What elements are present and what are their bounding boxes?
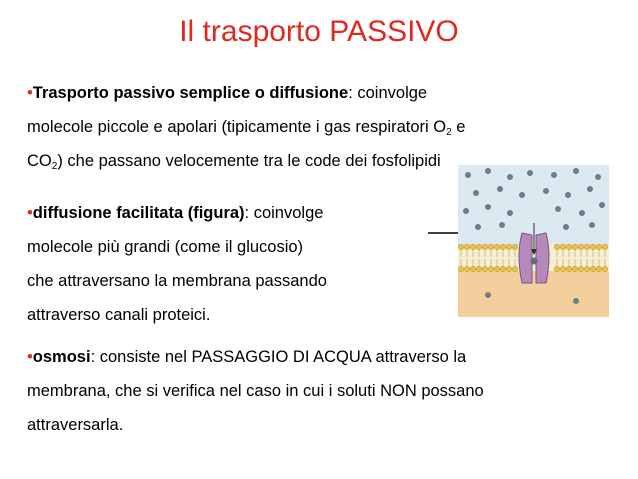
p1-line2-end: e [451,118,466,136]
p1-line1 [27,76,465,110]
p1-line2-text: molecole piccole e apolari (tipicamente i gas respiratori O [27,118,447,136]
p1-line1-text: : coinvolge [348,84,428,102]
p1-line2 [27,110,465,144]
membrane-channel-figure [458,165,609,317]
term-osmosis: osmosi [32,348,91,366]
paragraph-facilitated-diffusion [27,196,327,332]
subscript: 2 [51,161,58,172]
p3-line1-text: : consiste nel PASSAGGIO DI ACQUA attraverso la [90,348,467,366]
p3-line3: attraversarla. [27,416,124,434]
p2-line1-text: : coinvolge [244,204,324,222]
subscript: 2 [446,127,452,138]
cytoplasm-region [458,271,609,317]
slide-title: Il trasporto PASSIVO [179,15,459,48]
paragraph-simple-diffusion [27,76,465,178]
p1-line3-text: ) che passano velocemente tra le code dei fosfolipidi [57,152,441,170]
bullet: • [27,348,33,366]
p3-line1 [27,340,484,374]
p1-line3 [27,144,465,178]
p1-line3-start: CO [27,152,52,170]
term-facilitated-diffusion: diffusione facilitata (figura) [32,204,245,222]
p2-line2: molecole più grandi (come il glucosio) [27,238,304,256]
p2-line4: attraverso canali proteici. [27,306,211,324]
paragraph-osmosis [27,340,484,442]
p2-line1 [27,196,327,230]
bullet: • [27,84,33,102]
p2-line3: che attraversano la membrana passando [27,272,327,290]
term-simple-diffusion: Trasporto passivo semplice o diffusione [32,84,349,102]
p3-line2: membrana, che si verifica nel caso in cui i soluti NON possano [27,382,484,400]
bullet: • [27,204,33,222]
